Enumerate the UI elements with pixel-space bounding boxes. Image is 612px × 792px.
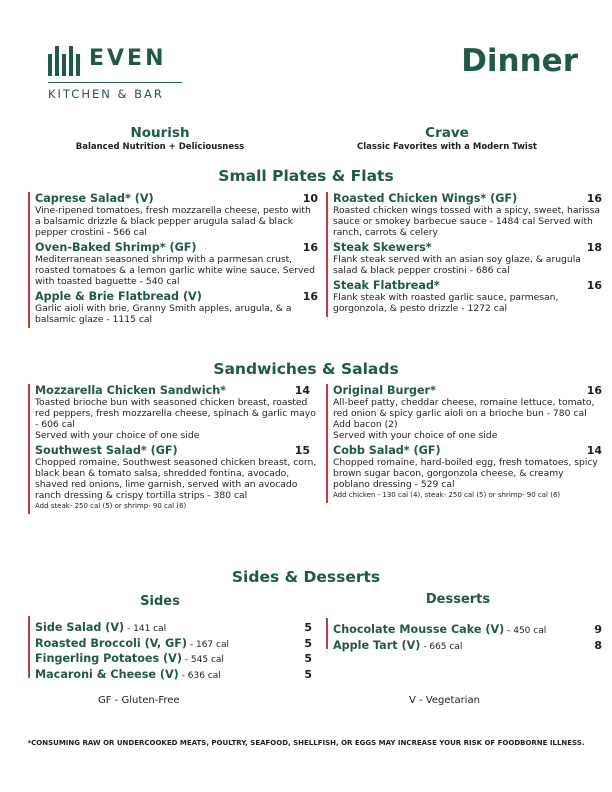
item-name: Caprese Salad* (V) xyxy=(35,192,154,205)
sides-list xyxy=(28,616,312,681)
menu-item xyxy=(35,192,318,238)
item-description: Garlic aioli with brie, Granny Smith apples, arugula, & a balsamic glaze - 1115 cal xyxy=(35,303,292,325)
item-name: Steak Flatbread* xyxy=(333,279,440,292)
category-crave xyxy=(337,125,557,152)
dessert-name: Apple Tart (V) xyxy=(333,638,421,652)
category-subtitle: Balanced Nutrition + Deliciousness xyxy=(75,142,245,152)
side-name: Side Salad (V) xyxy=(35,621,125,634)
section-title-small-plates: Small Plates & Flats xyxy=(218,167,394,185)
side-item xyxy=(35,632,312,648)
item-name: Roasted Chicken Wings* (GF) xyxy=(333,192,518,205)
menu-item xyxy=(35,444,318,511)
item-name: Original Burger* xyxy=(333,384,436,397)
logo-bars-icon xyxy=(48,46,80,76)
side-item xyxy=(35,616,312,632)
sides-title: Sides xyxy=(140,594,180,609)
item-name: Mozzarella Chicken Sandwich* xyxy=(35,384,227,397)
menu-item xyxy=(35,384,318,441)
item-name: Oven-Baked Shrimp* (GF) xyxy=(35,241,197,254)
section-title-sides-desserts: Sides & Desserts xyxy=(231,568,381,586)
dessert-calories: - 450 cal xyxy=(504,626,547,636)
dessert-price: 9 xyxy=(594,623,602,636)
side-price: 5 xyxy=(304,636,312,650)
desserts-list xyxy=(326,618,602,652)
side-calories: - 636 cal xyxy=(178,670,221,681)
desserts-title: Desserts xyxy=(425,592,491,607)
side-name: Macaroni & Cheese (V) xyxy=(35,667,179,681)
menu-item xyxy=(333,384,602,441)
item-price: 15 xyxy=(294,444,310,457)
side-name: Roasted Broccoli (V, GF) xyxy=(35,636,188,650)
item-extra: Served with your choice of one side xyxy=(333,430,498,441)
item-price: 16 xyxy=(302,241,318,254)
item-description: All-beef patty, cheddar cheese, romaine lettuce, tomato, red onion & spicy garlic aioli on a brioche bun - 780 cal xyxy=(333,397,595,419)
side-name: Fingerling Potatoes (V) xyxy=(35,652,182,665)
item-extra: Served with your choice of one side xyxy=(35,430,200,441)
item-note: Add chicken - 130 cal (4), steak- 250 cal (5) or shrimp- 90 cal (6) xyxy=(333,491,561,499)
side-price: 5 xyxy=(304,652,312,665)
side-price: 5 xyxy=(304,667,312,681)
dessert-item xyxy=(333,618,602,634)
dessert-name: Chocolate Mousse Cake (V) xyxy=(333,623,505,636)
side-calories: - 167 cal xyxy=(187,639,229,650)
side-calories: - 141 cal xyxy=(124,624,167,634)
item-price: 16 xyxy=(586,279,602,292)
item-description: Mediterranean seasoned shrimp with a parmesan crust, roasted tomatoes & a lemon garlic white wine sauce. Served with toasted baguette - 540 cal xyxy=(35,254,315,287)
category-nourish xyxy=(50,125,270,152)
menu-item xyxy=(333,444,602,500)
legend-vegetarian: V - Vegetarian xyxy=(409,695,480,706)
legend-gluten-free: GF - Gluten-Free xyxy=(98,695,180,706)
item-description: Toasted brioche bun with seasoned chicken breast, roasted red peppers, fresh mozzarella cheese, spinach & garlic mayo - 606 cal xyxy=(35,397,316,430)
menu-item xyxy=(333,192,602,238)
small-plates-right-column xyxy=(326,192,602,317)
food-safety-disclaimer: *CONSUMING RAW OR UNDERCOOKED MEATS, POULTRY, SEAFOOD, SHELLFISH, OR EGGS MAY INCREASE YOUR RISK OF FOODBORNE ILLNESS. xyxy=(27,739,585,747)
side-item xyxy=(35,663,312,679)
item-price: 10 xyxy=(302,192,318,205)
category-title: Crave xyxy=(425,125,469,141)
brand-name: EVEN xyxy=(89,46,167,71)
menu-item xyxy=(333,279,602,314)
item-name: Steak Skewers* xyxy=(333,241,432,254)
category-title: Nourish xyxy=(130,125,190,141)
section-title-sandwiches: Sandwiches & Salads xyxy=(213,360,399,378)
item-description: Chopped romaine, hard-boiled egg, fresh tomatoes, spicy brown sugar bacon, gorgonzola cheese, & creamy poblano dressing - 529 cal xyxy=(333,457,598,490)
page-title: Dinner xyxy=(461,43,578,79)
sandwiches-right-column xyxy=(326,384,602,503)
item-price: 18 xyxy=(586,241,602,254)
dessert-price: 8 xyxy=(594,638,602,652)
side-price: 5 xyxy=(304,621,312,634)
item-description: Vine-ripened tomatoes, fresh mozzarella cheese, pesto with a balsamic drizzle & black pepper arugula salad & black pepper crostini - 566 cal xyxy=(35,205,311,238)
menu-item xyxy=(35,290,318,325)
item-extra: Add bacon (2) xyxy=(333,419,398,430)
item-description: Chopped romaine, Southwest seasoned chicken breast, corn, black bean & tomato salsa, shredded fontina, avocado, shaved red onions, lime garnish, served with an avocado ranch dressing & crispy tortilla strips - 380 cal xyxy=(35,457,317,501)
item-price: 16 xyxy=(302,290,318,303)
item-name: Southwest Salad* (GF) xyxy=(35,444,178,457)
menu-item xyxy=(35,241,318,287)
item-name: Apple & Brie Flatbread (V) xyxy=(35,290,202,303)
side-calories: - 545 cal xyxy=(181,655,224,665)
category-subtitle: Classic Favorites with a Modern Twist xyxy=(357,142,537,152)
item-note: Add steak- 250 cal (5) or shrimp- 90 cal (6) xyxy=(35,502,187,510)
menu-item xyxy=(333,241,602,276)
item-price: 14 xyxy=(294,384,310,397)
sandwiches-left-column xyxy=(28,384,318,514)
item-price: 14 xyxy=(586,444,602,457)
dessert-calories: - 665 cal xyxy=(420,641,463,652)
small-plates-left-column xyxy=(28,192,318,328)
brand-subtitle: KITCHEN & BAR xyxy=(48,87,164,101)
item-price: 16 xyxy=(586,384,602,397)
item-description: Flank steak served with an asian soy glaze, & arugula salad & black pepper crostini - 686 cal xyxy=(333,254,581,276)
item-description: Roasted chicken wings tossed with a spicy, sweet, harissa sauce or smokey barbecue sauce - 1484 cal Served with ranch, carrots & celery xyxy=(333,205,601,238)
item-price: 16 xyxy=(586,192,602,205)
side-item xyxy=(35,647,312,663)
item-name: Cobb Salad* (GF) xyxy=(333,444,441,457)
logo-divider xyxy=(48,82,182,83)
item-description: Flank steak with roasted garlic sauce, parmesan, gorgonzola, & pesto drizzle - 1272 cal xyxy=(333,292,559,314)
